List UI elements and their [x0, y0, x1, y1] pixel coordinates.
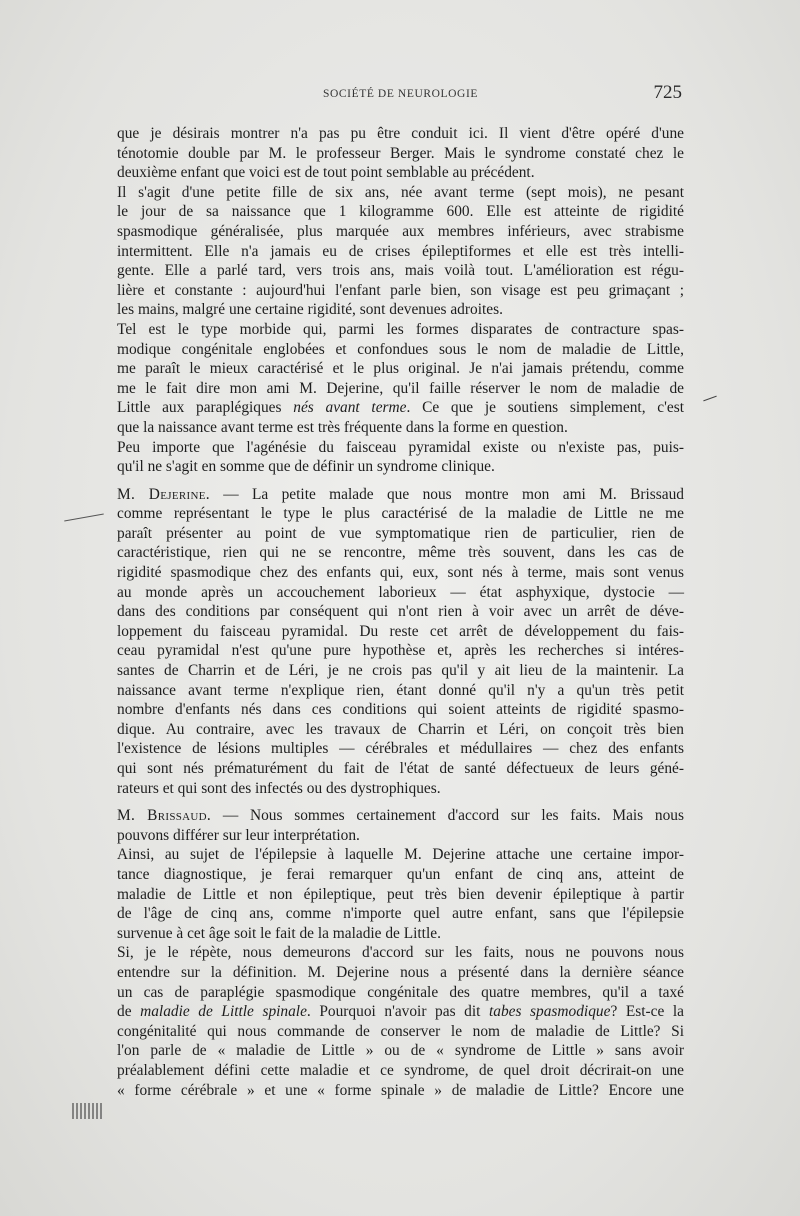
paragraph-brissaud: [117, 806, 684, 845]
paragraph-3: [117, 320, 684, 438]
line: survenue à cet âge soit le fait de la maladie de Little.: [117, 924, 441, 942]
line-text: — La petite malade que nous montre mon ami M. Brissaud: [209, 485, 684, 503]
line: Si, je le répète, nous demeurons d'accord sur les faits, nous ne pouvons nous: [117, 944, 684, 962]
line: de l'âge de cinq ans, comme n'importe quel autre enfant, sans que l'épilepsie: [117, 905, 684, 923]
line: [117, 806, 684, 826]
line: me le fait dire mon ami M. Dejerine, qu'il faille réserver le nom de maladie de: [117, 379, 684, 397]
line: Tel est le type morbide qui, parmi les formes disparates de contracture spas-: [117, 320, 684, 338]
margin-pencil-mark: [64, 514, 104, 522]
margin-pencil-mark: [703, 396, 716, 402]
paragraph-8: [117, 943, 684, 1100]
line: l'on parle de « maladie de Little » ou de « syndrome de Little » sans avoir: [117, 1042, 684, 1060]
line-text: . Pourquoi n'avoir pas dit: [306, 1003, 489, 1021]
line: santes de Charrin et de Léri, je ne crois pas qu'il y ait lieu de la maintenir. La: [117, 662, 684, 680]
line: au monde après un accouchement laborieux — état asphyxique, dystocie —: [117, 583, 684, 601]
line: spasmodique généralisée, plus marquée aux membres inférieurs, avec strabisme: [117, 222, 684, 240]
line-text: de: [117, 1003, 141, 1021]
line: le jour de sa naissance que 1 kilogramme 600. Elle est atteinte de rigidité: [117, 203, 684, 221]
spacer: [117, 477, 684, 485]
line: [117, 1002, 684, 1022]
line: deuxième enfant que voici est de tout point semblable au précédent.: [117, 164, 535, 182]
line: intermittent. Elle n'a jamais eu de crises épileptiformes et elle est très intelli-: [117, 242, 684, 260]
body-text: [117, 124, 684, 1100]
paragraph-2: [117, 183, 684, 320]
line: rigidité spasmodique chez des enfants qui, eux, sont nés à terme, mais sont venus: [117, 564, 684, 582]
paragraph-dejerine: [117, 485, 684, 799]
line-text: ? Est-ce la: [610, 1003, 684, 1021]
italic-phrase: maladie de Little spinale: [140, 1003, 307, 1021]
line: Il s'agit d'une petite fille de six ans, née avant terme (sept mois), ne pesant: [117, 183, 684, 201]
page-header: [117, 82, 684, 112]
line: naissance avant terme n'explique rien, étant donné qu'il n'y a qu'un très petit: [117, 681, 684, 699]
speaker-name: M. Dejerine.: [117, 485, 210, 503]
line: loppement du faisceau pyramidal. Du reste cet arrêt de développement du fais-: [117, 622, 684, 640]
paragraph-1: [117, 124, 684, 183]
line: gente. Elle a parlé tard, vers trois ans, mais voilà tout. L'amélioration est régu-: [117, 262, 684, 280]
line: ténotomie double par M. le professeur Berger. Mais le syndrome constaté chez le: [117, 144, 684, 162]
line-text: Little aux paraplégiques: [117, 399, 294, 417]
line: tance diagnostique, je ferai remarquer qu'un enfant de cinq ans, atteint de: [117, 865, 684, 883]
line: [117, 485, 684, 505]
ink-stain: [72, 1103, 104, 1119]
italic-phrase: nés avant terme: [293, 399, 407, 417]
page-number: 725: [653, 82, 682, 103]
line: lière et constante : aujourd'hui l'enfant parle bien, son visage est peu grimaçant ;: [117, 281, 684, 299]
line: que la naissance avant terme est très fréquente dans la forme en question.: [117, 418, 568, 436]
line: caractéristique, rien qui ne se rencontre, même très souvent, dans les cas de: [117, 544, 684, 562]
speaker-name: M. Brissaud.: [117, 807, 212, 825]
line: pouvons différer sur leur interprétation.: [117, 826, 360, 844]
line: l'existence de lésions multiples — cérébrales et médullaires — chez des enfants: [117, 740, 684, 758]
spacer: [117, 798, 684, 806]
line: congénitalité qui nous commande de conserver le nom de maladie de Little? Si: [117, 1022, 684, 1040]
line: les mains, malgré une certaine rigidité, sont devenues adroites.: [117, 301, 503, 319]
line: me paraît le mieux caractérisé et le plus original. Je n'ai jamais prétendu, comme: [117, 360, 684, 378]
line: préalablement défini cette maladie et ce syndrome, de quel droit décrirait-on une: [117, 1061, 684, 1079]
line: rateurs et qui sont des infectés ou des dystrophiques.: [117, 779, 441, 797]
line-text: . Ce que je soutiens simplement, c'est: [406, 399, 684, 417]
line: maladie de Little et non épileptique, peut très bien devenir épileptique à partir: [117, 885, 684, 903]
line: que je désirais montrer n'a pas pu être conduit ici. Il vient d'être opéré d'une: [117, 125, 684, 142]
line: comme représentant le type le plus caractérisé de la maladie de Little ne me: [117, 505, 684, 523]
line: un cas de paraplégie spasmodique congénitale des quatre membres, qu'il a taxé: [117, 983, 684, 1001]
line: nombre d'enfants nés dans ces conditions qui soient atteints de rigidité spasmo-: [117, 701, 684, 719]
line: qui sont nés prématurément du fait de l'état de santé défectueux de leurs géné-: [117, 760, 684, 777]
line: ceau pyramidal n'est qu'une pure hypothèse et, après les recherches si intéres-: [117, 642, 684, 660]
line: [117, 398, 684, 418]
line: entendre sur la définition. M. Dejerine nous a présenté dans la dernière séance: [117, 963, 684, 981]
italic-phrase: tabes spasmodique: [488, 1003, 611, 1021]
running-head: SOCIÉTÉ DE NEUROLOGIE: [322, 88, 479, 100]
line: « forme cérébrale » et une « forme spinale » de maladie de Little? Encore une: [117, 1081, 684, 1099]
paragraph-4: [117, 438, 684, 477]
line: Peu importe que l'agénésie du faisceau pyramidal existe ou n'existe pas, puis-: [117, 438, 684, 456]
line-text: — Nous sommes certainement d'accord sur les faits. Mais nous: [211, 807, 684, 825]
line: Ainsi, au sujet de l'épilepsie à laquelle M. Dejerine attache une certaine impor-: [117, 846, 684, 864]
line: qu'il ne s'agit en somme que de définir un syndrome clinique.: [117, 458, 495, 476]
line: dans des conditions par conséquent qui n'ont rien à voir avec un arrêt de déve-: [117, 603, 684, 621]
line: modique congénitale englobées et confondues sous le nom de maladie de Little,: [117, 340, 684, 358]
line: paraît présenter au point de vue symptomatique rien de particulier, rien de: [117, 524, 684, 542]
paragraph-7: [117, 845, 684, 943]
line: dique. Au contraire, avec les travaux de Charrin et Léri, on conçoit très bien: [117, 720, 684, 738]
